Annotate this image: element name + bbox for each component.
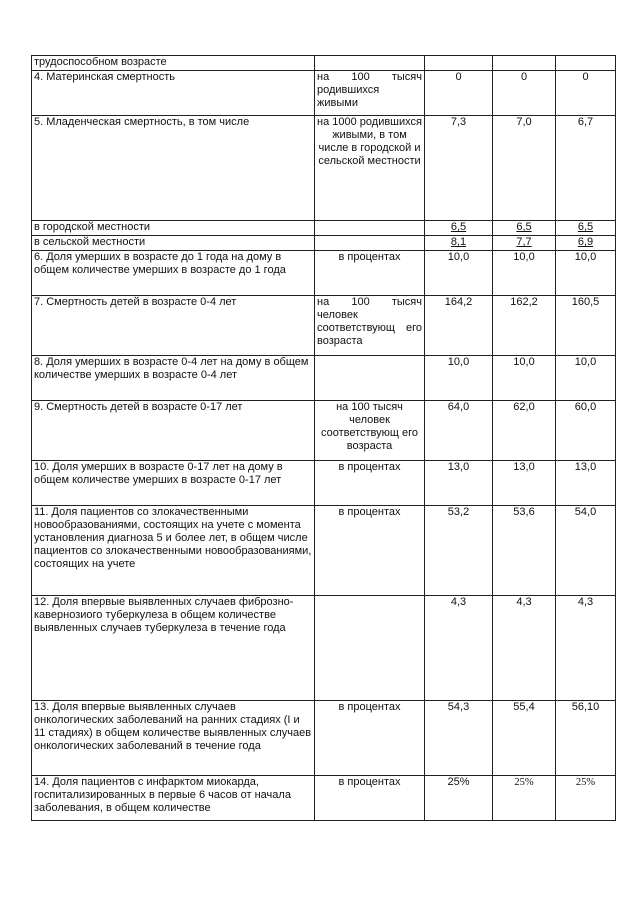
value-cell: 10,0	[425, 356, 493, 401]
unit-cell: в процентах	[315, 251, 425, 296]
unit-cell	[315, 356, 425, 401]
value-cell: 55,4	[493, 701, 556, 776]
table-row	[32, 356, 616, 401]
indicator-cell: 5. Младенческая смертность, в том числе	[32, 116, 315, 221]
value-cell	[556, 56, 616, 71]
value-cell: 62,0	[493, 401, 556, 461]
value-cell: 53,2	[425, 506, 493, 596]
value-cell: 0	[493, 71, 556, 116]
value-cell: 6,9	[556, 236, 616, 251]
indicator-cell: 13. Доля впервые выявленных случаев онкологических заболеваний на ранних стадиях (I и 11 стадиях) в общем количестве выявленных случаев онкологических заболеваний в течение года	[32, 701, 315, 776]
value-cell: 53,6	[493, 506, 556, 596]
indicator-cell: 7. Смертность детей в возрасте 0-4 лет	[32, 296, 315, 356]
value-cell: 64,0	[425, 401, 493, 461]
table-row	[32, 56, 616, 71]
indicator-cell: трудоспособном возрасте	[32, 56, 315, 71]
table-row	[32, 71, 616, 116]
value-cell: 6,5	[425, 221, 493, 236]
value-cell: 6,7	[556, 116, 616, 221]
table-row	[32, 251, 616, 296]
value-cell: 10,0	[556, 251, 616, 296]
table-row	[32, 701, 616, 776]
value-cell	[425, 56, 493, 71]
indicator-cell: в городской местности	[32, 221, 315, 236]
value-cell: 54,3	[425, 701, 493, 776]
value-cell: 162,2	[493, 296, 556, 356]
value-cell: 7,7	[493, 236, 556, 251]
value-cell: 13,0	[425, 461, 493, 506]
table-row	[32, 296, 616, 356]
table-row	[32, 116, 616, 221]
table-row	[32, 236, 616, 251]
value-cell: 160,5	[556, 296, 616, 356]
unit-cell: на 100 тысяч родившихся живыми	[315, 71, 425, 116]
unit-cell: в процентах	[315, 461, 425, 506]
value-cell: 25%	[556, 776, 616, 821]
table-row	[32, 506, 616, 596]
unit-cell: на 100 тысяч человек соответствующ его возраста	[315, 296, 425, 356]
indicator-cell: в сельской местности	[32, 236, 315, 251]
value-cell: 7,3	[425, 116, 493, 221]
value-cell: 6,5	[493, 221, 556, 236]
table-row	[32, 776, 616, 821]
value-cell: 13,0	[556, 461, 616, 506]
value-cell	[493, 56, 556, 71]
value-cell: 4,3	[493, 596, 556, 701]
indicator-cell: 11. Доля пациентов со злокачественными новообразованиями, состоящих на учете с момента установления диагноза 5 и более лет, в общем числе пациентов со злокачественными новообразованиями, состоящих на учете	[32, 506, 315, 596]
value-cell: 4,3	[425, 596, 493, 701]
value-cell: 6,5	[556, 221, 616, 236]
unit-cell: в процентах	[315, 506, 425, 596]
value-cell: 13,0	[493, 461, 556, 506]
value-cell: 10,0	[493, 251, 556, 296]
value-cell: 10,0	[493, 356, 556, 401]
unit-cell	[315, 221, 425, 236]
value-cell: 54,0	[556, 506, 616, 596]
indicator-cell: 12. Доля впервые выявленных случаев фиброзно-кавернозиого туберкулеза в общем количестве выявленных случаев туберкулеза в течение года	[32, 596, 315, 701]
value-cell: 8,1	[425, 236, 493, 251]
value-cell: 10,0	[425, 251, 493, 296]
indicators-table	[31, 55, 616, 821]
value-cell: 60,0	[556, 401, 616, 461]
value-cell: 164,2	[425, 296, 493, 356]
value-cell: 25%	[493, 776, 556, 821]
value-cell: 10,0	[556, 356, 616, 401]
table-row	[32, 221, 616, 236]
unit-cell	[315, 56, 425, 71]
table-row	[32, 596, 616, 701]
unit-cell	[315, 596, 425, 701]
table-row	[32, 461, 616, 506]
value-cell: 4,3	[556, 596, 616, 701]
value-cell: 25%	[425, 776, 493, 821]
table-row	[32, 401, 616, 461]
unit-cell: в процентах	[315, 776, 425, 821]
value-cell: 0	[425, 71, 493, 116]
unit-cell: на 1000 родившихся живыми, в том числе в городской и сельской местности	[315, 116, 425, 221]
indicator-cell: 14. Доля пациентов с инфарктом миокарда, госпитализированных в первые 6 часов от начала заболевания, в общем количестве	[32, 776, 315, 821]
value-cell: 7,0	[493, 116, 556, 221]
unit-cell: в процентах	[315, 701, 425, 776]
indicator-cell: 8. Доля умерших в возрасте 0-4 лет на дому в общем количестве умерших в возрасте 0-4 лет	[32, 356, 315, 401]
indicator-cell: 10. Доля умерших в возрасте 0-17 лет на дому в общем количестве умерших в возрасте 0-17 лет	[32, 461, 315, 506]
unit-cell	[315, 236, 425, 251]
indicator-cell: 9. Смертность детей в возрасте 0-17 лет	[32, 401, 315, 461]
value-cell: 56,10	[556, 701, 616, 776]
indicator-cell: 4. Материнская смертность	[32, 71, 315, 116]
unit-cell: на 100 тысяч человек соответствующ его возраста	[315, 401, 425, 461]
value-cell: 0	[556, 71, 616, 116]
indicator-cell: 6. Доля умерших в возрасте до 1 года на дому в общем количестве умерших в возрасте до 1 года	[32, 251, 315, 296]
